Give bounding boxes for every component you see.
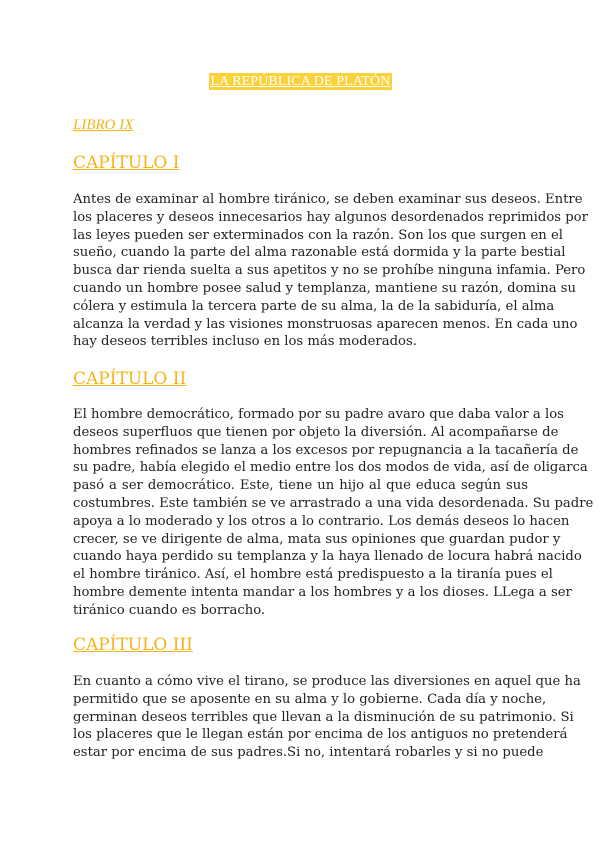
paragraph-line: deseos superfluos que tienen por objeto la diversión. Al acompañarse de [73,424,559,440]
chapter-2-heading: CAPÍTULO II [73,369,187,389]
paragraph-line: estar por encima de sus padres.Si no, intentará robarles y si no puede [73,745,544,761]
paragraph-line: germinan deseos terribles que llevan a la disminución de su patrimonio. Si [73,709,574,725]
paragraph-line: permitido que se aposente en su alma y lo gobierne. Cada día y noche, [73,691,547,707]
chapter-2-paragraph [73,406,594,620]
book-heading: LIBRO IX [73,117,134,133]
paragraph-line: las leyes pueden ser exterminados con la razón. Son los que surgen en el [73,227,564,243]
paragraph-line: hombres refinados se lanza a los excesos por repugnancia a la tacañería de [73,442,579,458]
paragraph-line: pasó a ser democrático. Este, tiene un hijo al que educa según sus [73,478,528,494]
paragraph-line: hay deseos terribles incluso en los más moderados. [73,334,417,350]
paragraph-line: apoya a lo moderado y los otros a lo contrario. Los demás deseos lo hacen [73,513,570,529]
chapter-3-heading: CAPÍTULO III [73,635,193,655]
document-title: LA REPÚBLICA DE PLATÓN [210,74,391,89]
paragraph-line: En cuanto a cómo vive el tirano, se produce las diversiones en aquel que ha [73,674,581,689]
paragraph-line: los placeres y deseos innecesarios hay algunos desordenados reprimidos por [73,209,588,225]
paragraph-line: el hombre tiránico. Así, el hombre está predispuesto a la tiranía pues el [73,567,553,583]
paragraph-line: cuando haya perdido su templanza y la haya llenado de locura habrá nacido [73,549,582,565]
chapter-1-heading: CAPÍTULO I [73,153,180,173]
paragraph-line: cuando un hombre posee salud y templanza, mantiene su razón, domina su [73,280,577,296]
paragraph-line: hombre demente intenta mandar a los hombres y a los dioses. LLega a ser [73,584,572,600]
chapter-3-paragraph [73,673,581,762]
paragraph-line: El hombre democrático, formado por su padre avaro que daba valor a los [73,407,564,422]
paragraph-line: tiránico cuando es borracho. [73,602,266,618]
paragraph-line: costumbres. Este también se ve arrastrado a una vida desordenada. Su padre [73,495,594,511]
paragraph-line: sueño, cuando la parte del alma razonable está dormida y la parte bestial [73,245,566,261]
paragraph-line: alcanza la verdad y las visiones monstruosas aparecen menos. En cada uno [73,316,578,332]
paragraph-line: cólera y estimula la tercera parte de su alma, la de la sabiduría, el alma [73,298,555,314]
paragraph-line: los placeres que le llegan están por encima de los antiguos no pretenderá [73,727,568,743]
paragraph-line: busca dar rienda suelta a sus apetitos y no se prohíbe ninguna infamia. Pero [73,263,586,279]
chapter-1-paragraph [73,191,588,351]
paragraph-line: crecer, se ve dirigente de alma, mata sus opiniones que guardan pudor y [73,531,561,547]
paragraph-line: su padre, había elegido el medio entre los dos modos de vida, así de oligarca [73,460,588,476]
paragraph-line: Antes de examinar al hombre tiránico, se deben examinar sus deseos. Entre [73,192,583,207]
